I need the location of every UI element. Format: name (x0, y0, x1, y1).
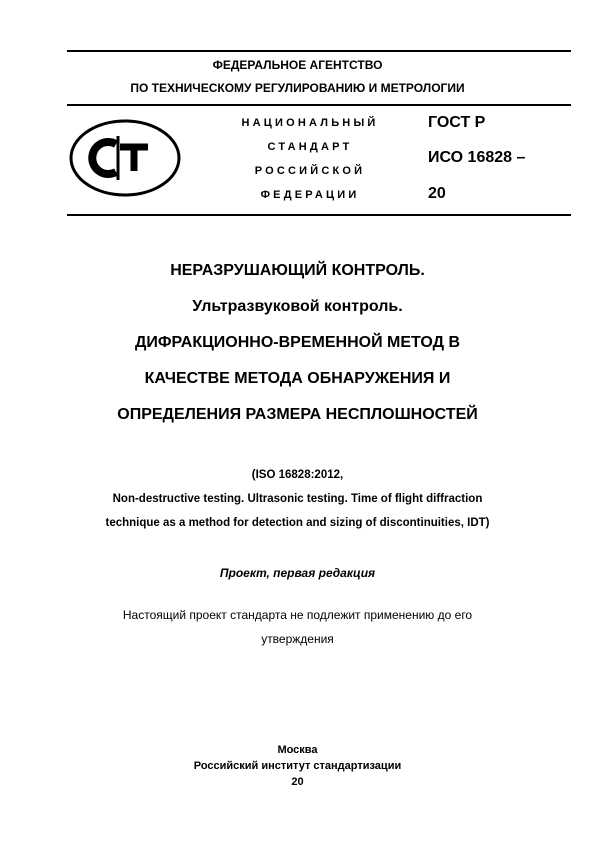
title-line-3: ДИФРАКЦИОННО-ВРЕМЕННОЙ МЕТОД В (134, 334, 461, 351)
title-line-5: ОПРЕДЕЛЕНИЯ РАЗМЕРА НЕСПЛОШНОСТЕЙ (117, 406, 478, 423)
notice-line-1: Настоящий проект стандарта не подлежит применению до его (122, 608, 473, 622)
national-standard-line-3: РОССИЙСКОЙ (254, 165, 366, 177)
national-standard-line-2: СТАНДАРТ (267, 141, 353, 153)
national-standard-line-4: ФЕДЕРАЦИИ (260, 189, 360, 201)
agency-rule (67, 104, 571, 106)
title-line-1: НЕРАЗРУШАЮЩИЙ КОНТРОЛЬ. (170, 262, 425, 279)
footer-city: Москва (277, 744, 318, 756)
title-line-2: Ультразвуковой контроль. (192, 298, 403, 315)
footer-year: 20 (291, 776, 304, 788)
agency-line-1: ФЕДЕРАЛЬНОЕ АГЕНТСТВО (212, 58, 383, 72)
header-rule (67, 214, 571, 216)
national-standard-line-1: НАЦИОНАЛЬНЫЙ (241, 117, 379, 129)
rst-logo-icon (68, 118, 183, 198)
notice-line-2: утверждения (261, 632, 334, 646)
iso-reference-line-2: Non-destructive testing. Ultrasonic testing. Time of flight diffraction (112, 493, 483, 505)
draft-status: Проект, первая редакция (219, 566, 376, 580)
iso-reference-line-3: technique as a method for detection and sizing of discontinuities, IDT) (105, 517, 490, 529)
designation-line-2: ИСО 16828 – (428, 149, 526, 166)
designation-line-1: ГОСТ Р (428, 114, 486, 131)
top-rule (67, 50, 571, 52)
iso-reference-line-1: (ISO 16828:2012, (251, 469, 344, 481)
designation-line-3: 20 (428, 185, 446, 202)
footer-publisher: Российский институт стандартизации (193, 760, 402, 772)
title-line-4: КАЧЕСТВЕ МЕТОДА ОБНАРУЖЕНИЯ И (144, 370, 451, 387)
agency-line-2: ПО ТЕХНИЧЕСКОМУ РЕГУЛИРОВАНИЮ И МЕТРОЛОГИИ (130, 81, 465, 95)
